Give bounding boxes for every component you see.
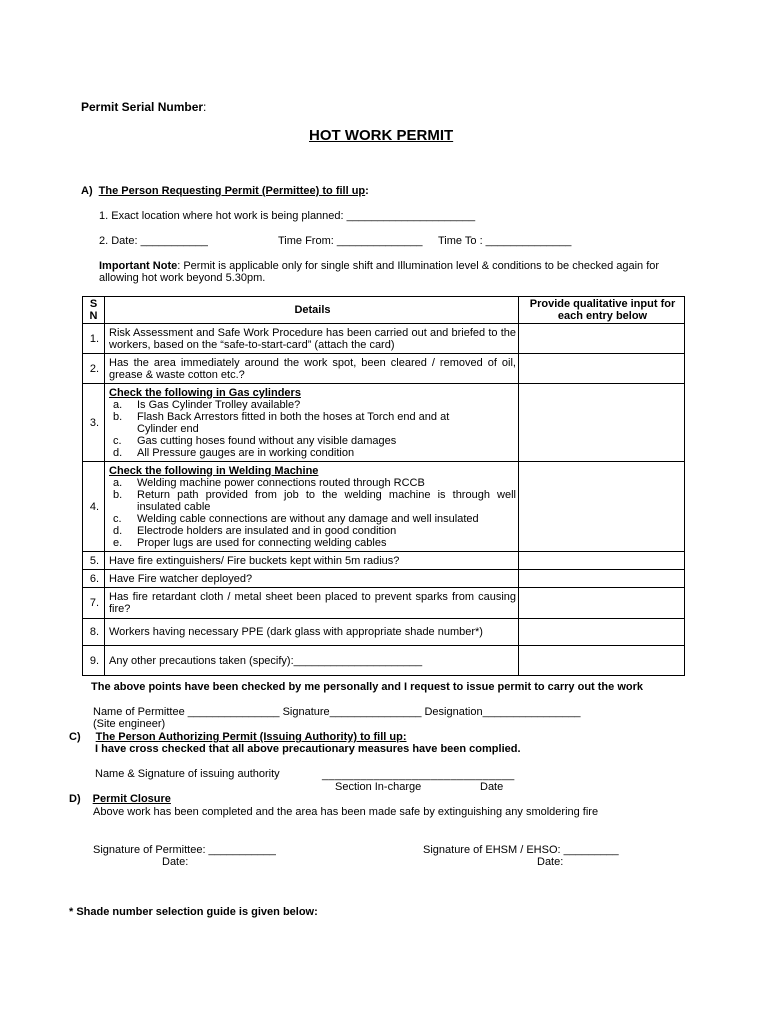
table-header-row — [83, 297, 685, 324]
welding-machine-heading: Check the following in Welding Machine — [109, 464, 319, 477]
section-c-title: The Person Authorizing Permit (Issuing Authority) to fill up: — [95, 731, 407, 743]
table-row — [83, 588, 685, 619]
permit-serial-label: Permit Serial Number — [81, 100, 204, 114]
list-item — [109, 411, 516, 435]
row-input-cell[interactable] — [519, 646, 685, 676]
row-detail — [105, 384, 519, 462]
row-input-cell[interactable] — [519, 462, 685, 552]
header-sn: S N — [83, 297, 105, 324]
list-item — [109, 489, 516, 513]
list-item — [109, 447, 516, 459]
row-sn: 9. — [83, 646, 105, 676]
row-input-cell[interactable] — [519, 552, 685, 570]
location-field[interactable]: 1. Exact location where hot work is being planned: _____________________ — [99, 210, 476, 222]
list-text: Flash Back Arrestors fitted in both the hoses at Torch end and at Cylinder end — [137, 410, 450, 435]
issuing-date-label: Date — [480, 781, 504, 793]
permit-serial-colon: : — [203, 100, 207, 114]
section-d-title: Permit Closure — [92, 793, 171, 805]
site-engineer-label: (Site engineer) — [93, 718, 166, 730]
list-item — [109, 399, 516, 411]
row-detail: Any other precautions taken (specify):_____________________ — [105, 646, 519, 676]
table-row — [83, 570, 685, 588]
row-input-cell[interactable] — [519, 384, 685, 462]
permittee-closure-date[interactable]: Date: — [162, 856, 189, 868]
row-sn: 1. — [83, 324, 105, 354]
header-input: Provide qualitative input for each entry below — [519, 297, 685, 324]
list-marker: c. — [113, 512, 122, 525]
issuing-authority-signature-line[interactable]: ______________________________ — [322, 769, 515, 781]
section-a-letter: A) — [81, 185, 93, 197]
table-row — [83, 619, 685, 646]
list-item — [109, 477, 516, 489]
header-details: Details — [105, 297, 519, 324]
ehsm-date[interactable]: Date: — [537, 856, 564, 868]
declaration-text: The above points have been checked by me personally and I request to issue permit to carry out the work — [91, 681, 643, 693]
issuing-authority-label: Name & Signature of issuing authority — [95, 768, 280, 780]
row-sn: 3. — [83, 384, 105, 462]
permit-serial-number — [81, 101, 206, 113]
list-marker: b. — [113, 410, 123, 423]
section-a-colon: : — [365, 185, 369, 197]
list-text: All Pressure gauges are in working condition — [137, 446, 355, 459]
section-d-letter: D) — [69, 793, 81, 805]
important-note — [99, 260, 699, 284]
list-marker: d. — [113, 524, 123, 537]
table-row — [83, 384, 685, 462]
important-note-text: : Permit is applicable only for single shift and Illumination level & conditions to be checked again for allowing hot work beyond 5.30pm. — [99, 260, 660, 284]
list-text: Is Gas Cylinder Trolley available? — [137, 398, 301, 411]
important-note-label: Important Note — [99, 260, 178, 272]
row-sn: 4. — [83, 462, 105, 552]
list-text: Welding machine power connections routed through RCCB — [137, 476, 425, 489]
row-detail: Have fire extinguishers/ Fire buckets kept within 5m radius? — [105, 552, 519, 570]
row-input-cell[interactable] — [519, 619, 685, 646]
row-sn: 8. — [83, 619, 105, 646]
row-detail: Risk Assessment and Safe Work Procedure has been carried out and briefed to the workers, based on the “safe-to-start-card” (attach the card) — [105, 324, 519, 354]
list-item — [109, 537, 516, 549]
ehsm-signature[interactable]: Signature of EHSM / EHSO: _________ — [423, 844, 619, 856]
row-detail — [105, 462, 519, 552]
list-marker: e. — [113, 536, 123, 549]
row-input-cell[interactable] — [519, 570, 685, 588]
list-text: Return path provided from job to the welding machine is through well insulated cable — [137, 488, 516, 513]
table-row — [83, 646, 685, 676]
row-input-cell[interactable] — [519, 354, 685, 384]
row-input-cell[interactable] — [519, 324, 685, 354]
row-sn: 2. — [83, 354, 105, 384]
shade-guide-footnote: * Shade number selection guide is given below: — [69, 906, 318, 918]
list-marker: a. — [113, 398, 123, 411]
page-title: HOT WORK PERMIT — [309, 127, 454, 144]
table-row — [83, 552, 685, 570]
list-marker: d. — [113, 446, 123, 459]
section-incharge-label: Section In-charge — [335, 781, 422, 793]
section-c-statement: I have cross checked that all above precautionary measures have been complied. — [95, 743, 521, 755]
list-text: Proper lugs are used for connecting welding cables — [137, 536, 387, 549]
list-text: Gas cutting hoses found without any visible damages — [137, 434, 397, 447]
row-sn: 5. — [83, 552, 105, 570]
closure-text: Above work has been completed and the area has been made safe by extinguishing any smoldering fire — [93, 806, 599, 818]
date-field[interactable]: 2. Date: ___________ — [99, 235, 208, 247]
list-marker: c. — [113, 434, 122, 447]
row-detail: Has fire retardant cloth / metal sheet been placed to prevent sparks from causing fire? — [105, 588, 519, 619]
table-row — [83, 324, 685, 354]
gas-cylinder-heading: Check the following in Gas cylinders — [109, 386, 301, 399]
time-to-field[interactable]: Time To : ______________ — [438, 235, 572, 247]
table-row — [83, 462, 685, 552]
permittee-signature-line[interactable]: Name of Permittee _______________ Signature_______________ Designation________________ — [93, 706, 581, 718]
checklist-table — [82, 296, 685, 676]
row-sn: 6. — [83, 570, 105, 588]
row-detail: Workers having necessary PPE (dark glass with appropriate shade number*) — [105, 619, 519, 646]
list-marker: b. — [113, 488, 123, 501]
list-item — [109, 435, 516, 447]
permittee-closure-signature[interactable]: Signature of Permittee: ___________ — [93, 844, 276, 856]
table-row — [83, 354, 685, 384]
list-text: Welding cable connections are without any damage and well insulated — [137, 512, 479, 525]
row-detail: Have Fire watcher deployed? — [105, 570, 519, 588]
row-sn: 7. — [83, 588, 105, 619]
section-a-title: The Person Requesting Permit (Permittee) to fill up — [98, 185, 366, 197]
list-marker: a. — [113, 476, 123, 489]
list-item — [109, 513, 516, 525]
section-a-heading — [81, 185, 369, 197]
list-text: Electrode holders are insulated and in good condition — [137, 524, 397, 537]
section-c-heading — [69, 731, 407, 743]
list-item — [109, 525, 516, 537]
section-d-heading — [69, 793, 171, 805]
row-input-cell[interactable] — [519, 588, 685, 619]
section-c-letter: C) — [69, 731, 81, 743]
time-from-field[interactable]: Time From: ______________ — [278, 235, 423, 247]
row-detail: Has the area immediately around the work spot, been cleared / removed of oil, grease & waste cotton etc.? — [105, 354, 519, 384]
